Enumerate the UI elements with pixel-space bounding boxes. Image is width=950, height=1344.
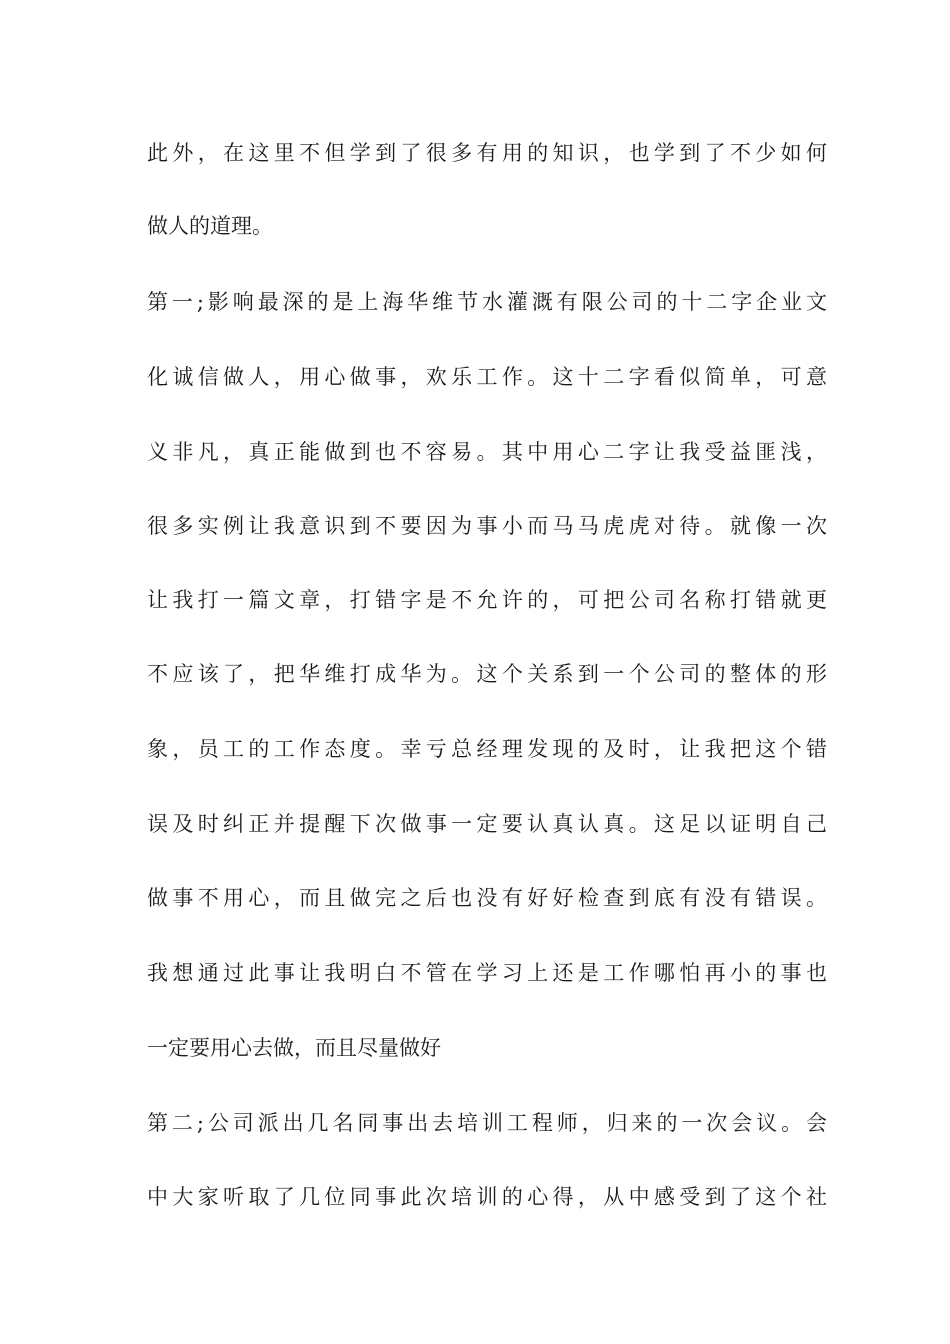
text-line: 很多实例让我意识到不要因为事小而马马虎虎对待。就像一次 bbox=[147, 514, 827, 538]
text-line: 一定要用心去做，而且尽量做好 bbox=[147, 1036, 441, 1060]
text-line: 第一;影响最深的是上海华维节水灌溉有限公司的十二字企业文 bbox=[147, 290, 827, 314]
text-line: 此外，在这里不但学到了很多有用的知识，也学到了不少如何 bbox=[147, 141, 827, 165]
text-line: 义非凡，真正能做到也不容易。其中用心二字让我受益匪浅， bbox=[147, 440, 827, 464]
text-line: 不应该了，把华维打成华为。这个关系到一个公司的整体的形 bbox=[147, 662, 827, 686]
text-line: 做人的道理。 bbox=[147, 214, 273, 238]
text-line: 中大家听取了几位同事此次培训的心得，从中感受到了这个社 bbox=[147, 1185, 827, 1209]
text-line: 象，员工的工作态度。幸亏总经理发现的及时，让我把这个错 bbox=[147, 737, 827, 761]
text-line: 第二;公司派出几名同事出去培训工程师，归来的一次会议。会 bbox=[147, 1111, 827, 1135]
text-line: 让我打一篇文章，打错字是不允许的，可把公司名称打错就更 bbox=[147, 588, 827, 612]
text-line: 做事不用心，而且做完之后也没有好好检查到底有没有错误。 bbox=[147, 886, 827, 910]
text-line: 我想通过此事让我明白不管在学习上还是工作哪怕再小的事也 bbox=[147, 961, 827, 985]
text-line: 误及时纠正并提醒下次做事一定要认真认真。这足以证明自己 bbox=[147, 812, 827, 836]
text-line: 化诚信做人，用心做事，欢乐工作。这十二字看似简单，可意 bbox=[147, 365, 827, 389]
